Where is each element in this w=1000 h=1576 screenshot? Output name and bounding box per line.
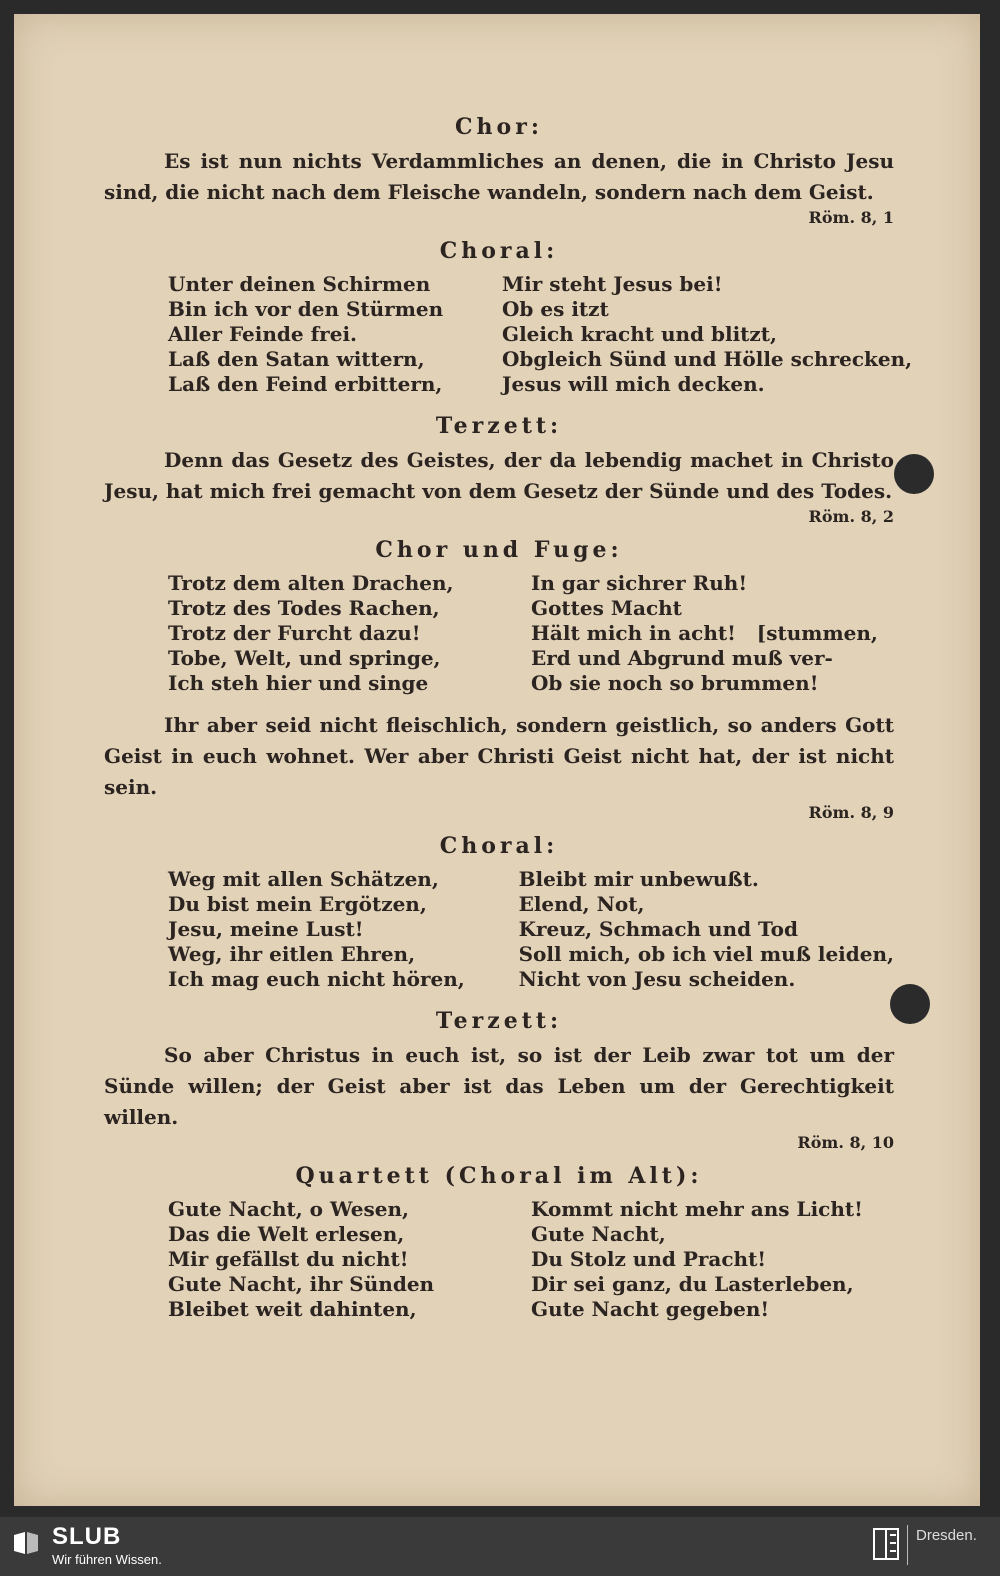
verse-line: Weg mit allen Schätzen, bbox=[168, 867, 439, 891]
verse-line: Dir sei ganz, du Lasterleben, bbox=[531, 1272, 854, 1296]
verse-line: Unter deinen Schirmen bbox=[168, 272, 431, 296]
verse-line: Hält mich in acht! [stummen, bbox=[531, 621, 878, 645]
verse-line: Obgleich Sünd und Hölle schrecken, bbox=[502, 347, 913, 371]
verse-line: Elend, Not, bbox=[518, 892, 645, 916]
verse-line: Du Stolz und Pracht! bbox=[531, 1247, 767, 1271]
section-heading: Terzett: bbox=[435, 1008, 563, 1034]
verse-line: Ich mag euch nicht hören, bbox=[168, 967, 465, 991]
scripture-reference: Röm. 8, 10 bbox=[797, 1133, 894, 1152]
verse-line: Kreuz, Schmach und Tod bbox=[518, 917, 798, 941]
verse-line: Mir steht Jesus bei! bbox=[502, 272, 723, 296]
scripture-reference: Röm. 8, 1 bbox=[808, 208, 894, 227]
verse-line: Bin ich vor den Stürmen bbox=[168, 297, 444, 321]
verse-line: Nicht von Jesu scheiden. bbox=[518, 967, 796, 991]
section-heading: Terzett: bbox=[435, 413, 563, 439]
verse-right-column bbox=[531, 1197, 894, 1322]
verse-line: Mir gefällst du nicht! bbox=[168, 1247, 409, 1271]
verse-right-column bbox=[531, 571, 894, 696]
section-heading: Choral: bbox=[439, 833, 559, 859]
hymn-verse bbox=[168, 272, 913, 397]
section-heading: Quartett (Choral im Alt): bbox=[295, 1163, 703, 1189]
hymn-verse bbox=[168, 571, 894, 696]
section-heading: Chor und Fuge: bbox=[375, 537, 623, 563]
verse-line: Bleibt mir unbewußt. bbox=[518, 867, 759, 891]
verse-right-column bbox=[502, 272, 913, 397]
city-crest-icon bbox=[872, 1525, 900, 1565]
section-heading: Chor: bbox=[455, 114, 543, 140]
viewer-footer bbox=[0, 1517, 1000, 1576]
verse-left-column bbox=[168, 1197, 531, 1322]
verse-line: Gute Nacht gegeben! bbox=[531, 1297, 770, 1321]
verse-line: In gar sichrer Ruh! bbox=[531, 571, 748, 595]
verse-line: Erd und Abgrund muß ver- bbox=[531, 646, 833, 670]
verse-line: Laß den Satan wittern, bbox=[168, 347, 425, 371]
verse-line: Ob sie noch so brummen! bbox=[531, 671, 819, 695]
scripture-text: Ihr aber seid nicht fleischlich, sondern geistlich, so anders Gott Geist in euch wohnet. Wer aber Christi Geist nicht hat, der ist nicht sein. bbox=[104, 713, 894, 799]
document-content bbox=[104, 112, 913, 1336]
verse-left-column bbox=[168, 867, 519, 992]
verse-line: Gute Nacht, bbox=[531, 1222, 666, 1246]
verse-line: Jesu, meine Lust! bbox=[168, 917, 364, 941]
verse-line: Gleich kracht und blitzt, bbox=[502, 322, 777, 346]
scripture-text: Denn das Gesetz des Geistes, der da lebendig machet in Christo Jesu, hat mich frei gemacht von dem Gesetz der Sünde und des Todes. bbox=[104, 448, 894, 503]
punch-hole bbox=[894, 454, 934, 494]
slub-logo-icon[interactable] bbox=[12, 1529, 40, 1557]
scripture-reference: Röm. 8, 2 bbox=[808, 507, 894, 526]
footer-divider bbox=[907, 1525, 908, 1565]
verse-line: Kommt nicht mehr ans Licht! bbox=[531, 1197, 863, 1221]
scripture-text: So aber Christus in euch ist, so ist der Leib zwar tot um der Sünde willen; der Geist aber ist das Leben um der Gerechtigkeit willen. bbox=[104, 1043, 894, 1129]
verse-line: Ich steh hier und singe bbox=[168, 671, 429, 695]
brand-name[interactable]: SLUB bbox=[52, 1523, 122, 1550]
verse-line: Aller Feinde frei. bbox=[168, 322, 358, 346]
verse-line: Weg, ihr eitlen Ehren, bbox=[168, 942, 416, 966]
scripture-text: Es ist nun nichts Verdammliches an denen, die in Christo Jesu sind, die nicht nach dem Fleische wandeln, sondern nach dem Geist. bbox=[104, 149, 894, 204]
hymn-verse bbox=[168, 867, 894, 992]
verse-line: Du bist mein Ergötzen, bbox=[168, 892, 427, 916]
brand-tagline: Wir führen Wissen. bbox=[52, 1552, 162, 1567]
verse-line: Soll mich, ob ich viel muß leiden, bbox=[518, 942, 894, 966]
scripture-reference: Röm. 8, 9 bbox=[808, 803, 894, 822]
punch-hole bbox=[890, 984, 930, 1024]
verse-line: Trotz dem alten Drachen, bbox=[168, 571, 454, 595]
verse-line: Laß den Feind erbittern, bbox=[168, 372, 443, 396]
verse-right-column bbox=[519, 867, 894, 992]
verse-left-column bbox=[168, 272, 502, 397]
verse-line: Trotz der Furcht dazu! bbox=[168, 621, 421, 645]
verse-line: Das die Welt erlesen, bbox=[168, 1222, 405, 1246]
verse-line: Ob es itzt bbox=[502, 297, 609, 321]
verse-line: Gottes Macht bbox=[531, 596, 682, 620]
verse-line: Gute Nacht, ihr Sünden bbox=[168, 1272, 435, 1296]
verse-line: Bleibet weit dahinten, bbox=[168, 1297, 417, 1321]
hymn-verse bbox=[168, 1197, 894, 1322]
verse-line: Trotz des Todes Rachen, bbox=[168, 596, 440, 620]
section-heading: Choral: bbox=[439, 238, 559, 264]
verse-left-column bbox=[168, 571, 531, 696]
verse-line: Jesus will mich decken. bbox=[502, 372, 765, 396]
city-logo-text[interactable]: Dresden. bbox=[916, 1527, 977, 1544]
verse-line: Tobe, Welt, und springe, bbox=[168, 646, 441, 670]
verse-line: Gute Nacht, o Wesen, bbox=[168, 1197, 410, 1221]
